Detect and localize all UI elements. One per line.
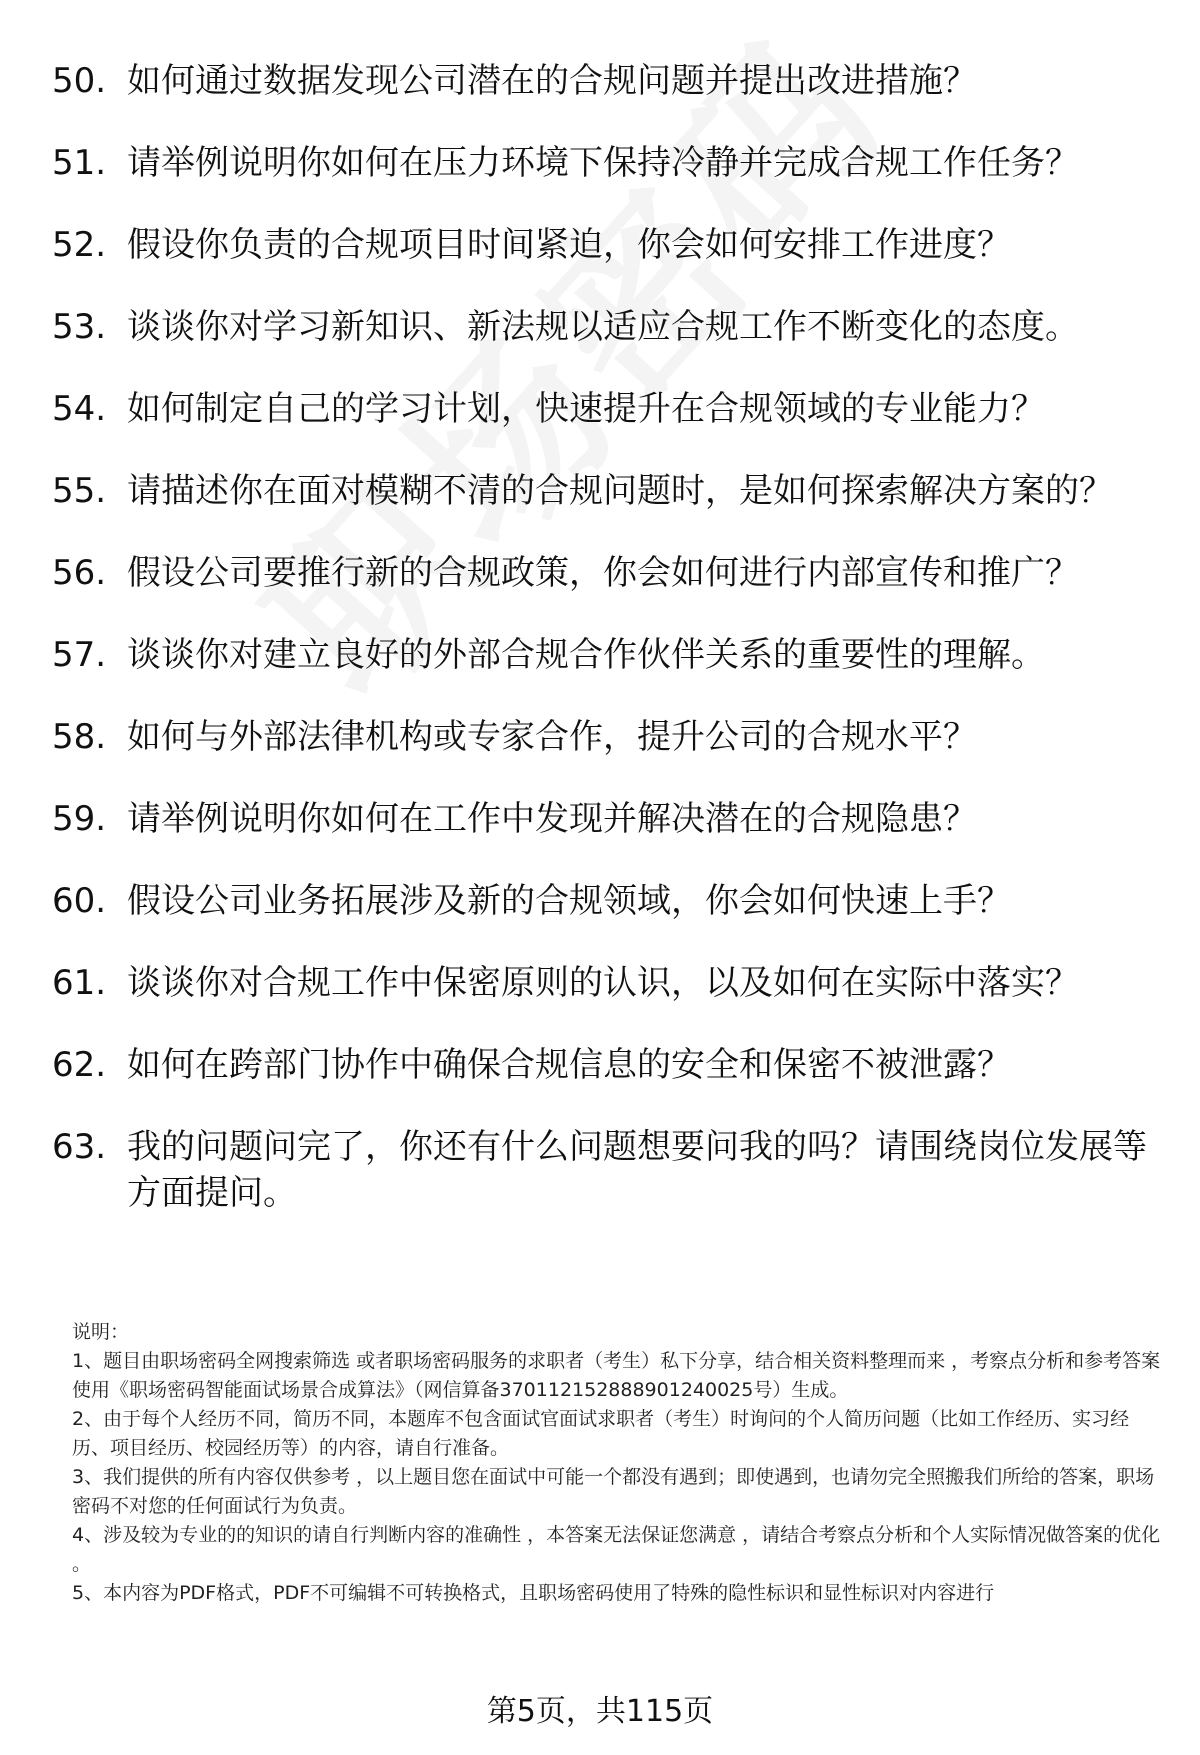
question-number: 58. — [52, 717, 107, 757]
question-text: 我的问题问完了，你还有什么问题想要问我的吗？请围绕岗位发展等方面提问。 — [127, 1127, 1147, 1213]
question-item — [52, 878, 1162, 924]
question-item — [52, 550, 1162, 596]
question-number: 55. — [52, 471, 107, 511]
question-number: 54. — [52, 389, 107, 429]
question-text: 假设公司要推行新的合规政策，你会如何进行内部宣传和推广？ — [127, 553, 1079, 593]
question-number: 63. — [52, 1127, 107, 1167]
note-item: 4、涉及较为专业的的知识的请自行判断内容的准确性 ，本答案无法保证您满意 ，请结合考察点分析和个人实际情况做答案的优化 。 — [72, 1524, 1161, 1575]
question-item — [52, 222, 1162, 268]
question-number: 59. — [52, 799, 107, 839]
question-text: 假设你负责的合规项目时间紧迫，你会如何安排工作进度？ — [127, 225, 1011, 265]
question-item — [52, 1042, 1162, 1088]
notes-title: 说明： — [72, 1321, 130, 1343]
question-text: 如何在跨部门协作中确保合规信息的安全和保密不被泄露？ — [127, 1045, 1011, 1085]
question-text: 如何与外部法律机构或专家合作，提升公司的合规水平？ — [127, 717, 977, 757]
question-text: 谈谈你对建立良好的外部合规合作伙伴关系的重要性的理解。 — [127, 635, 1045, 675]
question-item — [52, 386, 1162, 432]
question-item — [52, 304, 1162, 350]
question-item — [52, 796, 1162, 842]
note-item: 3、我们提供的所有内容仅供参考 ，以上题目您在面试中可能一个都没有遇到；即使遇到，也请勿完全照搬我们所给的答案，职场密码不对您的任何面试行为负责。 — [72, 1466, 1155, 1517]
question-number: 60. — [52, 881, 107, 921]
question-item — [52, 960, 1162, 1006]
question-number: 56. — [52, 553, 107, 593]
question-number: 53. — [52, 307, 107, 347]
question-number: 61. — [52, 963, 107, 1003]
question-text: 请举例说明你如何在工作中发现并解决潜在的合规隐患？ — [127, 799, 977, 839]
question-number: 52. — [52, 225, 107, 265]
question-text: 谈谈你对合规工作中保密原则的认识，以及如何在实际中落实？ — [127, 963, 1079, 1003]
question-text: 谈谈你对学习新知识、新法规以适应合规工作不断变化的态度。 — [127, 307, 1079, 347]
question-text: 如何通过数据发现公司潜在的合规问题并提出改进措施？ — [127, 61, 977, 101]
question-text: 请描述你在面对模糊不清的合规问题时，是如何探索解决方案的？ — [127, 471, 1113, 511]
question-item — [52, 632, 1162, 678]
note-item: 5、本内容为PDF格式，PDF不可编辑不可转换格式，且职场密码使用了特殊的隐性标识和显性标识对内容进行 — [72, 1582, 995, 1604]
question-number: 50. — [52, 61, 107, 101]
question-text: 假设公司业务拓展涉及新的合规领域，你会如何快速上手？ — [127, 881, 1011, 921]
notes-section — [72, 1318, 1162, 1608]
note-item: 2、由于每个人经历不同，简历不同，本题库不包含面试官面试求职者（考生）时询问的个人简历问题（比如工作经历、实习经历、项目经历、校园经历等）的内容，请自行准备。 — [72, 1408, 1130, 1459]
page-number-footer: 第5页，共115页 — [486, 1694, 714, 1729]
question-item — [52, 714, 1162, 760]
question-item — [52, 1124, 1162, 1216]
question-item — [52, 58, 1162, 104]
question-number: 51. — [52, 143, 107, 183]
question-number: 57. — [52, 635, 107, 675]
question-list — [52, 58, 1162, 1252]
question-item — [52, 468, 1162, 514]
question-item — [52, 140, 1162, 186]
question-text: 如何制定自己的学习计划，快速提升在合规领域的专业能力？ — [127, 389, 1045, 429]
question-text: 请举例说明你如何在压力环境下保持冷静并完成合规工作任务？ — [127, 143, 1079, 183]
question-number: 62. — [52, 1045, 107, 1085]
note-item: 1、题目由职场密码全网搜索筛选 或者职场密码服务的求职者（考生）私下分享，结合相关资料整理而来 ，考察点分析和参考答案使用《职场密码智能面试场景合成算法》（网信算备370112152888901240025号）生成。 — [72, 1350, 1161, 1401]
